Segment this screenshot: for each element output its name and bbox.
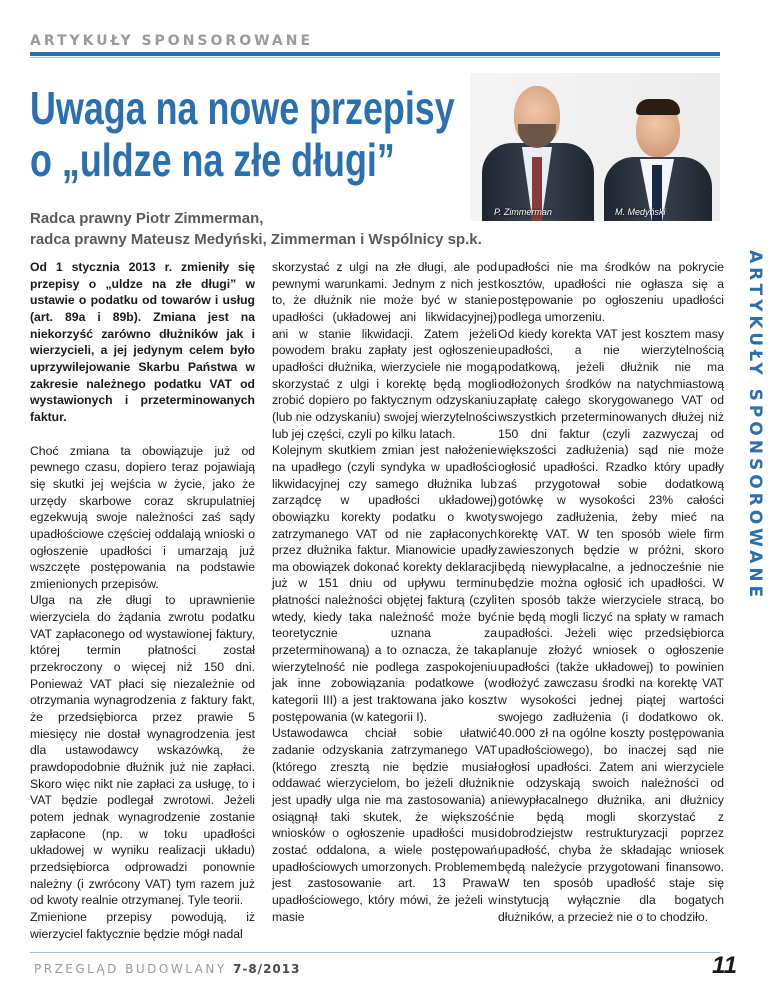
author-line-1: Radca prawny Piotr Zimmerman, <box>30 210 264 227</box>
headline-line-1: Uwaga na nowe przepisy <box>30 82 455 134</box>
paragraph: Ustawodawca chciał sobie ułatwić zadanie odzyskania zatrzymanego VAT (którego zresztą nie będzie musiał oddawać wierzycielom, bo jeżeli dłużnik jest upadły ulga nie ma zastosowania) a osiągnął taki skutek, że większość wniosków o ogłoszenie upadłości musi zostać oddalona, a wiele postępowań upadłościowych umorzonych. Problemem jest zastosowanie art. 13 Prawa upadłościowego, który mówi, że jeżeli w masie <box>272 726 497 924</box>
footer-rule <box>30 952 720 953</box>
author-line-2: radca prawny Mateusz Medyński, Zimmerman i Wspólnicy sp.k. <box>30 231 482 248</box>
side-section-label: ARTYKUŁY SPONSOROWANE <box>745 250 765 602</box>
title-rule-thin <box>30 57 720 58</box>
photo-caption-2: M. Medyński <box>615 207 666 217</box>
article-column-1 <box>30 259 255 942</box>
magazine-name: PRZEGLĄD BUDOWLANY <box>34 962 227 976</box>
author-photo-medynski <box>600 81 715 221</box>
article-lead: Od 1 stycznia 2013 r. zmieniły się przepisy o „uldze na złe długi” w ustawie o podatku od towarów i usług (art. 89a i 89b). Zmiana jest na niekorzyść zarówno dłużników jak i wierzycieli, a jej jedynym celem było uprzywilejowanie Skarbu Państwa w zakresie należnego podatku VAT od wystawionych i przeterminowanych faktur. <box>30 260 255 424</box>
paragraph: Ulga na złe długi to uprawnienie wierzyciela do żądania zwrotu podatku VAT zapłaconego od wystawionej faktury, której termin płatności został przekroczony o więcej niż 150 dni. Ponieważ VAT płaci się niezależnie od otrzymania wynagrodzenia z faktury fakt, że przedsiębiorca przez prawie 5 miesięcy nie dostał wynagrodzenia jest dla ustawodawcy wskazówką, że prawdopodobnie dłużnik już nie zapłaci. Skoro więc nikt nie zapłaci za usługę, to i VAT będzie podlegał zwrotowi. Jeżeli potem jednak wynagrodzenie zostanie zapłacone (np. w toku upadłości układowej w wyniku realizacji układu) przedsiębiorca odprowadzi ponownie należny (i zwrócony VAT) tym razem już od kwoty realnie otrzymanej. Tyle teorii. <box>30 593 255 908</box>
article-column-2 <box>272 259 497 925</box>
article-headline <box>30 82 455 186</box>
section-label: ARTYKUŁY SPONSOROWANE <box>30 33 314 49</box>
paragraph: Od kiedy korekta VAT jest kosztem masy upadłości, a nie wierzytelnością podatkową, jeżeli dłużnik nie ma odłożonych środków na natychmiastową zapłatę całego skorygowanego VAT od wszystkich przeterminowanych dłużej niż 150 dni faktur (czyli zazwyczaj od większości zadłużenia) sąd nie może ogłosić upadłości. Rzadko który upadły zaś przygotował sobie dodatkową gotówkę w wysokości 23% całości swojego zadłużenia, żeby mieć na korektę VAT. W ten sposób wiele firm zawieszonych będzie w próżni, skoro będą niewypłacalne, a jednocześnie nie będzie można ogłosić ich upadłości. W ten sposób także wierzyciele stracą, bo nie będą mogli liczyć na spłaty w ramach upadłości. Jeżeli więc przedsiębiorca planuje złożyć wniosek o ogłoszenie upadłości (także układowej) to powinien odłożyć zawczasu środki na korektę VAT w wysokości jednej piątej wartości swojego zadłużenia (i dodatkowo ok. 40.000 zł na ogólne koszty postępowania upadłościowego), bo inaczej sąd nie ogłosi upadłości. Zatem ani wierzyciele nie odzyskają swoich należności od niewypłacalnego dłużnika, ani dłużnicy nie będą mogli skorzystać z dobrodziejstw restrukturyzacji poprzez upadłość, chyba że składając wniosek będą należycie przygotowani finansowo. W ten sposób upadłość staje się instytucją wyłącznie dla bogatych dłużników, a przecież nie o to chodziło. <box>498 326 724 924</box>
paragraph: skorzystać z ulgi na złe długi, ale pod pewnymi warunkami. Jednym z nich jest to, że dłużnik nie może być w stanie upadłości (układowej ani likwidacyjnej) ani w stanie likwidacji. Zatem jeżeli powodem braku zapłaty jest ogłoszenie upadłości dłużnika, wierzyciele nie mogą skorzystać z ulgi i korektę będą mogli zrobić dopiero po faktycznym odzyskaniu (lub nie odzyskaniu) swojej wierzytelności lub jej części, czyli po kilku latach. <box>272 260 497 441</box>
title-rule <box>30 52 720 56</box>
photo-caption-1: P. Zimmerman <box>494 207 552 217</box>
issue-number: 7-8/2013 <box>233 962 301 976</box>
paragraph: upadłości nie ma środków na pokrycie kosztów, upadłości nie ogłasza się a postępowanie po ogłoszeniu upadłości podlega umorzeniu. <box>498 260 724 324</box>
article-authors <box>30 208 590 250</box>
page-number: 11 <box>712 952 737 979</box>
paragraph: Zmienione przepisy powodują, iż wierzyciel faktycznie będzie mógł nadal <box>30 909 255 941</box>
author-photos <box>470 73 720 221</box>
paragraph: Choć zmiana ta obowiązuje już od pewnego czasu, dopiero teraz pojawiają się skutki jej wejścia w życie, jako że urzędy skarbowe coraz skrupulatniej egzekwują swoje należności zaś sądy upadłościowe częściej oddalają wnioski o ogłoszenie upadłości i umarzają już wszczęte postępowania na podstawie zmienionych przepisów. <box>30 443 255 591</box>
headline-line-2: o „uldze na złe długi” <box>30 134 395 186</box>
author-photo-zimmerman <box>480 76 600 221</box>
paragraph: Kolejnym skutkiem zmian jest nałożenie na upadłego (czyli syndyka w upadłości likwidacyjnej czy samego dłużnika lub zarządcę w upadłości układowej) obowiązku korekty podatku o kwoty zatrzymanego VAT od nie zapłaconych przez dłużnika faktur. Mianowicie upadły ma obowiązek dokonać korekty deklaracji już w 151 dniu od upływu terminu płatności należności objętej fakturą (czyli wtedy, kiedy taka należność może być teoretycznie uznana za przeterminowaną) a to oznacza, że taka wierzytelność nie podlega zaspokojeniu jak inne zobowiązania podatkowe (w kategorii III) a jest traktowana jako koszt postępowania (w kategorii I). <box>272 443 497 724</box>
article-column-3 <box>498 259 724 925</box>
footer-publication <box>34 962 300 976</box>
